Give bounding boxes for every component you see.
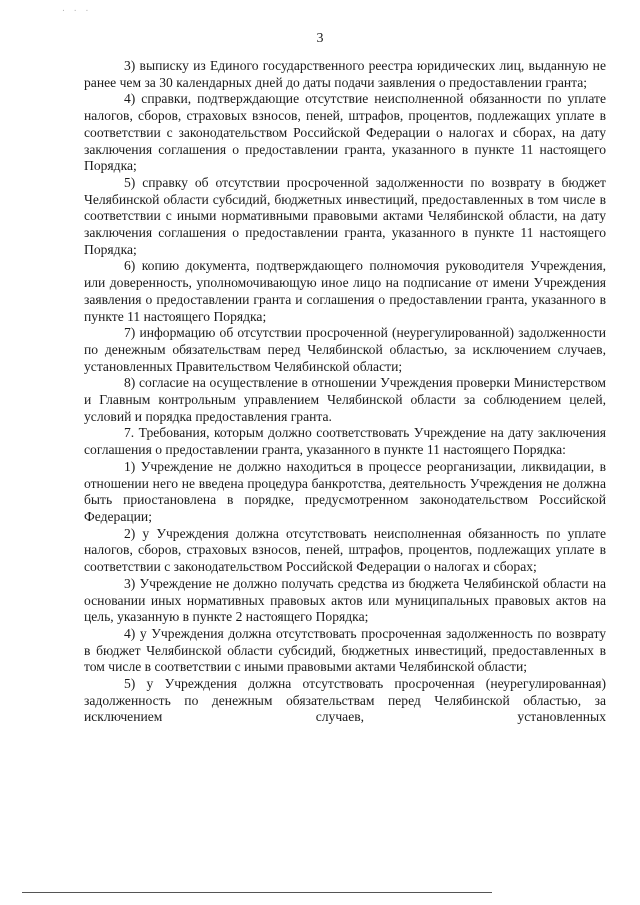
- paragraph-4-tax-certificates: 4) справки, подтверждающие отсутствие неисполненной обязанности по уплате налогов, сборов, страховых взносов, пеней, штрафов, процентов, подлежащих уплате в соответствии с законодательством Российской Федерации о налогах и сборах, на дату заключения соглашения о предоставлении гранта, указанного в пункте 11 настоящего Порядка;: [84, 91, 606, 174]
- page-number: 3: [316, 31, 324, 46]
- paragraph-3-extract: 3) выписку из Единого государственного реестра юридических лиц, выданную не ранее чем за 30 календарных дней до даты подачи заявления о предоставлении гранта;: [84, 58, 606, 90]
- paragraph-req-5-unsettled-debt: 5) у Учреждения должна отсутствовать просроченная (неурегулированная) задолженность по денежным обязательствам перед Челябинской областью, за исключением случаев, установленных: [84, 676, 606, 725]
- paragraph-req-4-overdue-debt: 4) у Учреждения должна отсутствовать просроченная задолженность по возврату в бюджет Челябинской области субсидий, бюджетных инвестиций, предоставленных в том числе в соответствии с иными правовыми актами Челябинской области;: [84, 625, 606, 675]
- document-body: [84, 58, 606, 726]
- paragraph-5-debt-certificate: 5) справку об отсутствии просроченной задолженности по возврату в бюджет Челябинской области субсидий, бюджетных инвестиций, предоставленных в том числе в соответствии с иными нормативными правовыми актами Челябинской области, на дату заключения соглашения о предоставлении гранта, указанного в пункте 11 настоящего Порядка;: [84, 174, 606, 257]
- paragraph-8-consent: 8) согласие на осуществление в отношении Учреждения проверки Министерством и Главным контрольным управлением Челябинской области за соблюдением целей, условий и порядка предоставления гранта.: [84, 375, 606, 424]
- paragraph-req-3-budget-funds: 3) Учреждение не должно получать средства из бюджета Челябинской области на основании иных нормативных правовых актов или муниципальных правовых актов на цель, указанную в пункте 2 настоящего Порядка;: [84, 575, 606, 625]
- footer-divider: [22, 892, 492, 893]
- paragraph-7-obligations-info: 7) информацию об отсутствии просроченной (неурегулированной) задолженности по денежным обязательствам перед Челябинской областью, за исключением случаев, установленных Правительством Челябинской области;: [84, 325, 606, 374]
- scan-artifact-marks: . . .: [62, 4, 92, 14]
- paragraph-req-1-reorganization: 1) Учреждение не должно находиться в процессе реорганизации, ликвидации, в отношении него не введена процедура банкротства, деятельность Учреждения не должна быть приостановлена в порядке, предусмотренном законодательством Российской Федерации;: [84, 458, 606, 524]
- paragraph-section-7-requirements: 7. Требования, которым должно соответствовать Учреждение на дату заключения соглашения о предоставлении гранта, указанного в пункте 11 настоящего Порядка:: [84, 425, 606, 458]
- paragraph-req-2-taxes: 2) у Учреждения должна отсутствовать неисполненная обязанность по уплате налогов, сборов, страховых взносов, пеней, штрафов, процентов, подлежащих уплате в соответствии с законодательством Российской Федерации о налогах и сборах;: [84, 525, 606, 575]
- paragraph-6-authority-document: 6) копию документа, подтверждающего полномочия руководителя Учреждения, или доверенность, уполномочивающую иное лицо на подписание от имени Учреждения заявления о предоставлении гранта и соглашения о предоставлении гранта, указанного в пункте 11 настоящего Порядка;: [84, 258, 606, 324]
